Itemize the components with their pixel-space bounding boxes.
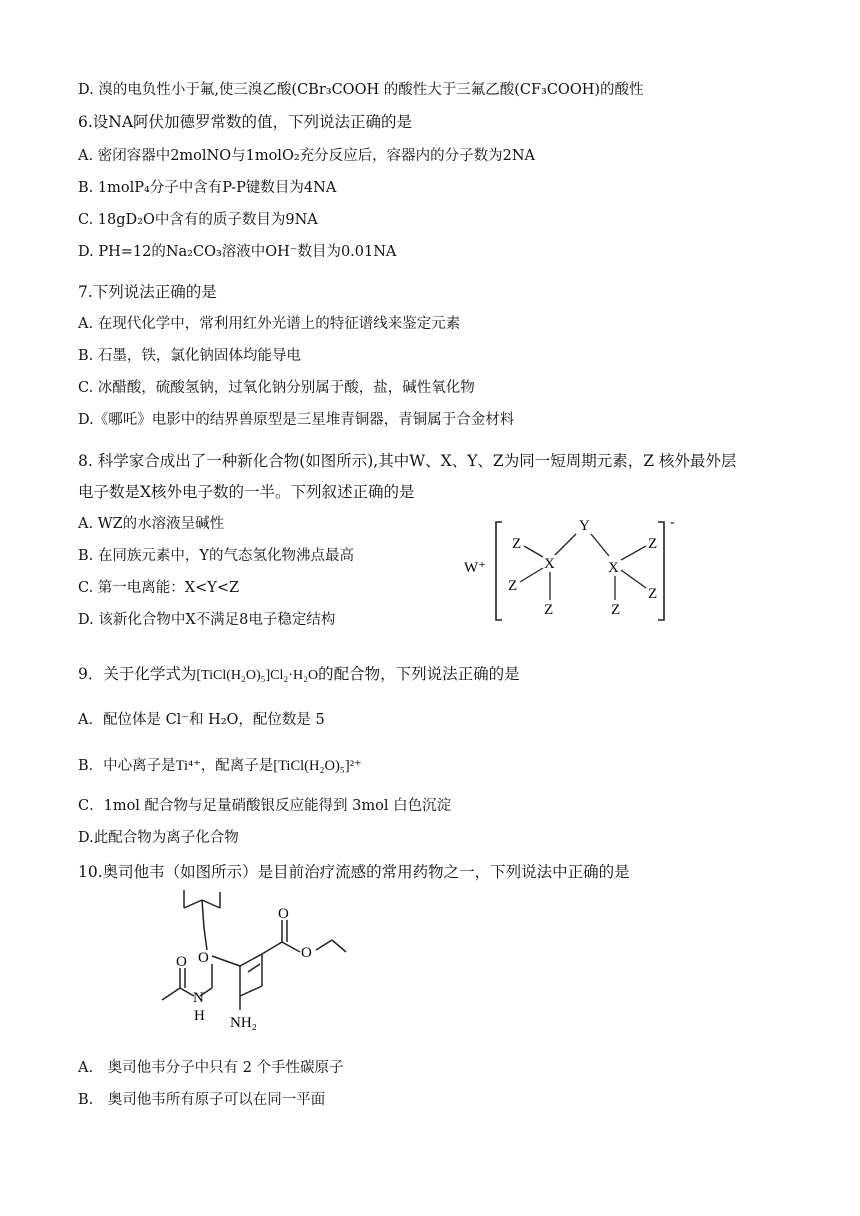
q9-option-c: C．1mol 配合物与足量硝酸银反应能得到 3mol 白色沉淀	[78, 798, 452, 814]
q9-stem-pre: 9．关于化学式为	[78, 665, 197, 683]
bond-xr-z5	[621, 570, 646, 588]
q6-option-b: B. 1molP₄分子中含有P-P键数目为4NA	[78, 180, 337, 196]
q10-oseltamivir-figure	[150, 884, 360, 1049]
amide-hydrogen: H	[194, 1008, 205, 1024]
q9-option-a: A．配位体是 Cl⁻和 H₂O，配位数是 5	[78, 712, 325, 728]
z-atom-2: Z	[508, 578, 518, 594]
q7-stem: 7.下列说法正确的是	[78, 283, 217, 301]
bond-xl-y	[555, 534, 576, 555]
q8-option-c: C. 第一电离能：X<Y<Z	[78, 580, 240, 596]
w-cation-label: W⁺	[464, 560, 487, 576]
ester-oxygen: O	[301, 945, 312, 961]
q7-option-b: B. 石墨，铁，氯化钠固体均能导电	[78, 348, 301, 364]
z-atom-4: Z	[648, 536, 658, 552]
y-atom: Y	[579, 518, 590, 534]
q7-option-d: D.《哪吒》电影中的结界兽原型是三星堆青铜器，青铜属于合金材料	[78, 412, 515, 428]
q10-stem: 10.奥司他韦（如图所示）是目前治疗流感的常用药物之一，下列说法中正确的是	[78, 863, 630, 881]
q9-stem	[78, 664, 520, 686]
x-atom-left: X	[544, 556, 555, 572]
q8-structure-figure	[458, 512, 688, 630]
q10-option-a: A. 奥司他韦分子中只有 2 个手性碳原子	[78, 1060, 344, 1076]
q10-option-b: B. 奥司他韦所有原子可以在同一平面	[78, 1092, 326, 1108]
q6-option-c: C. 18gD₂O中含有的质子数目为9NA	[78, 212, 318, 228]
q9-stem-post: 的配合物，下列说法正确的是	[318, 665, 520, 683]
amide-oxygen: O	[176, 954, 187, 970]
x-atom-right: X	[608, 560, 619, 576]
q8-option-d: D. 该新化合物中X不满足8电子稳定结构	[78, 612, 336, 628]
left-bracket	[496, 522, 502, 620]
q6-stem: 6.设NA阿伏加德罗常数的值，下列说法正确的是	[78, 113, 413, 131]
z-atom-5: Z	[648, 586, 658, 602]
z-atom-1: Z	[512, 536, 522, 552]
z-atom-6: Z	[611, 602, 621, 618]
q8-stem-line2: 电子数是X核外电子数的一半。下列叙述正确的是	[78, 483, 415, 501]
carbonyl-oxygen-ester: O	[278, 906, 289, 922]
charge-label: -	[670, 515, 675, 530]
q9-b-mid: ，配离子是	[200, 758, 274, 774]
q5-option-d: D. 溴的电负性小于氟,使三溴乙酸(CBr₃COOH 的酸性大于三氟乙酸(CF₃COOH)的酸性	[78, 82, 644, 98]
q8-option-b: B. 在同族元素中，Y的气态氢化物沸点最高	[78, 548, 354, 564]
q8-stem-line1: 8. 科学家合成出了一种新化合物(如图所示),其中W、X、Y、Z为同一短周期元素，Z 核外最外层	[78, 452, 737, 470]
bond-xr-z4	[621, 546, 646, 560]
amino-group: NH₂	[230, 1015, 257, 1031]
bond-xl-z2	[520, 568, 543, 582]
q6-option-a: A. 密闭容器中2molNO与1molO₂充分反应后，容器内的分子数为2NA	[78, 148, 536, 164]
z-atom-3: Z	[544, 602, 554, 618]
q9-b-ion: Ti⁴⁺	[175, 758, 201, 774]
q7-option-c: C. 冰醋酸，硫酸氢钠，过氧化钠分别属于酸，盐，碱性氧化物	[78, 380, 475, 396]
q8-option-a: A. WZ的水溶液呈碱性	[78, 516, 225, 532]
ether-oxygen: O	[198, 950, 209, 966]
q6-option-d: D. PH=12的Na₂CO₃溶液中OH⁻数目为0.01NA	[78, 244, 397, 260]
bond-y-xr	[591, 534, 609, 556]
q9-b-pre: B．中心离子是	[78, 758, 176, 774]
q9-b-complex: [TiCl(H₂O)₅]²⁺	[273, 758, 362, 774]
q9-formula: [TiCl(H₂O)₅]Cl₂·H₂O	[196, 668, 319, 683]
amide-nitrogen: N	[193, 990, 204, 1006]
bond-xl-z1	[524, 546, 543, 557]
q9-option-b	[78, 756, 362, 776]
q9-option-d: D.此配合物为离子化合物	[78, 830, 239, 846]
right-bracket	[658, 522, 664, 620]
q7-option-a: A. 在现代化学中，常利用红外光谱上的特征谱线来鉴定元素	[78, 316, 461, 332]
